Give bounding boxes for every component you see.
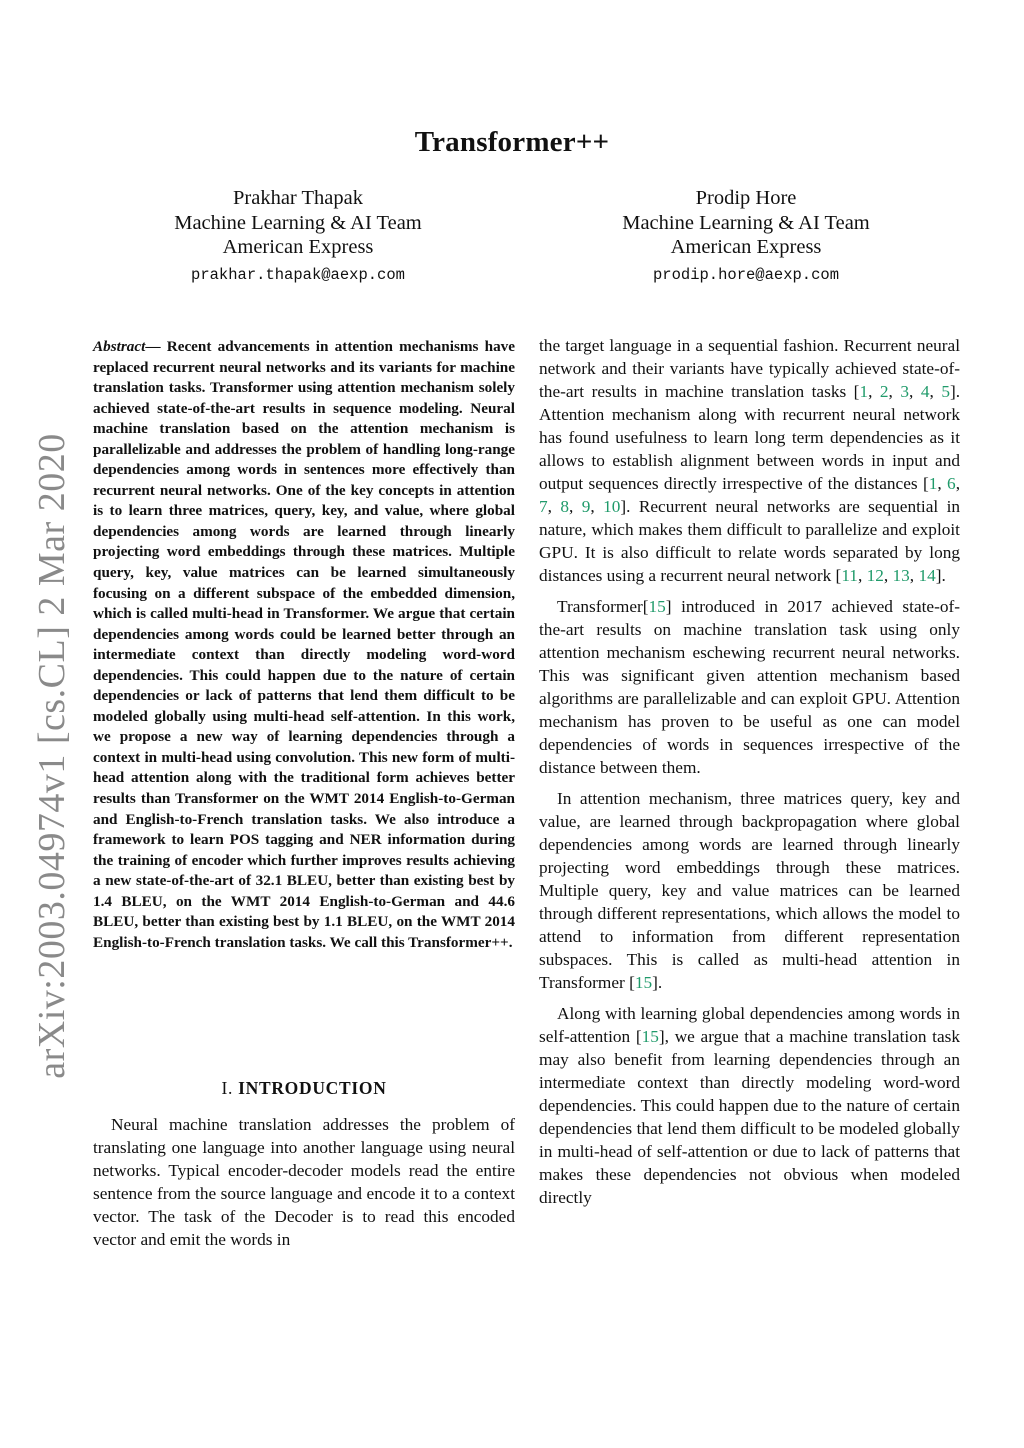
paper-title: Transformer++ [414, 126, 610, 158]
citation-link[interactable]: 4 [920, 382, 930, 401]
citation-link[interactable]: 5 [941, 382, 950, 401]
text-run: ] introduced in 2017 achieved state-of-the-art results on machine translation task using only attention mechanism eschewing recurrent neural networks. This was significant given attention mechanism based algorithms are parallelizable and can exploit GPU. Attention mechanism has proven to be useful as one can model dependencies of words in sequences irrespective of the distance between them. [539, 597, 960, 777]
citation-link[interactable]: 15 [641, 1027, 659, 1046]
text-run: Along with learning global dependencies among words in self-attention [ [539, 1004, 960, 1046]
citation-link[interactable]: 1 [859, 382, 869, 401]
author-email: prodip.hore@aexp.com [652, 265, 840, 284]
citation-link[interactable]: 10 [603, 497, 621, 516]
author-name: Prodip Hore [695, 187, 797, 209]
abstract-label: Abstract [93, 338, 146, 355]
author-block-1 [118, 186, 478, 287]
text-run: In attention mechanism, three matrices query, key and value, are learned through backpropagation where global dependencies among words are learned through linearly projecting word embeddings through these matrices. Multiple query, key and value matrices can be learned through different representations, which allows the model to attend to information from different representation subspaces. This is called as multi-head attention in Transformer [ [539, 789, 960, 992]
citation-link[interactable]: 2 [879, 382, 889, 401]
arxiv-identifier-text: arXiv:2003.04974v1 [cs.CL] 2 Mar 2020 [31, 433, 73, 1079]
intro-paragraph-4 [539, 787, 960, 994]
citation-link[interactable]: 13 [892, 566, 910, 585]
citation-link[interactable]: 7 [539, 497, 548, 516]
citation-link[interactable]: 1 [928, 474, 938, 493]
abstract [93, 337, 515, 953]
citation-link[interactable]: 12 [866, 566, 884, 585]
author-team: Machine Learning & AI Team [622, 211, 870, 234]
section-heading-introduction [93, 1078, 515, 1099]
text-run: ]. [935, 566, 946, 585]
author-organization: American Express [222, 236, 374, 258]
text-run: ]. [652, 973, 663, 992]
right-column-body [539, 334, 960, 1209]
citation-link[interactable]: 9 [581, 497, 591, 516]
citation-link[interactable]: 8 [560, 497, 569, 516]
citation-link[interactable]: 15 [634, 973, 653, 992]
section-title: INTRODUCTION [238, 1078, 387, 1098]
author-email: prakhar.thapak@aexp.com [191, 265, 405, 284]
author-team: Machine Learning & AI Team [174, 211, 422, 234]
abstract-text: Recent advancements in attention mechanisms have replaced recurrent neural networks and its variants for machine translation tasks. Transformer using attention mechanism solely achieved state-of-the-art results in sequence modeling. Neural machine translation based on the attention mechanism is parallelizable and addresses the problem of handling long-range dependencies among words in sentences more effectively than recurrent neural networks. One of the key concepts in attention is to learn three matrices, query, key, and value, where global dependencies among words are learned through linearly projecting word embeddings through these matrices. Multiple query, key, value matrices can be learned simultaneously focusing on a different subspace of the embedded dimension, which is called multi-head in Transformer. We argue that certain dependencies among words could be learned better through an intermediate context than directly modeling word-word dependencies. This could happen due to the nature of certain dependencies or lack of patterns that lend them difficult to be modeled globally using multi-head self-attention. In this work, we propose a new way of learning dependencies through a context in multi-head using convolution. This new form of multi-head attention along with the traditional form achieves better results than Transformer on the WMT 2014 English-to-German and English-to-French translation tasks. We also introduce a framework to learn POS tagging and NER information during the training of encoder which further improves results achieving a new state-of-the-art of 32.1 BLEU, better than existing best by 1.4 BLEU, on the WMT 2014 English-to-German and 44.6 BLEU, better than existing best by 1.1 BLEU, on the WMT 2014 English-to-French translation tasks. We call this Transformer++. [93, 338, 516, 951]
text-run: Transformer[ [557, 597, 649, 616]
author-block-2 [566, 186, 926, 287]
author-name: Prakhar Thapak [233, 187, 363, 209]
text-run: ]. Recurrent neural networks are sequential in nature, which makes them difficult to parallelize and exploit GPU. It is also difficult to relate words separated by long distances using a recurrent neural network [ [539, 497, 961, 585]
intro-paragraph-3 [539, 595, 960, 779]
author-organization: American Express [670, 236, 822, 258]
intro-paragraph-2: the target language in a sequential fashion. Recurrent neural network and their variants have typically achieved state-of-the-art results in machine translation tasks [1, 2, 3, 4, 5]. Attention mechanism along with recurrent neural network has found usefulness to learn long term dependencies as it allows to establish alignment between words in input and output sequences directly irrespective of the distances [1, 6, 7, 8, 9, 10]. Recurrent neural networks are sequential in nature, which makes them difficult to parallelize and exploit GPU. It is also difficult to relate words separated by long distances using a recurrent neural network [11, 12, 13, 14]. [539, 336, 961, 585]
citation-link[interactable]: 15 [648, 597, 666, 616]
abstract-dash: — [145, 338, 167, 355]
text-run: ]. Attention mechanism along with recurrent neural network has found usefulness to learn long term dependencies as it allows to establish alignment between words in input and output sequences directly irrespective of the distances [ [539, 382, 961, 493]
text-run: the target language in a sequential fashion. Recurrent neural network and their variants have typically achieved state-of-the-art results in machine translation tasks [ [539, 336, 960, 401]
left-column-body [93, 1113, 515, 1251]
citation-link[interactable]: 11 [841, 566, 858, 585]
citation-link[interactable]: 14 [918, 566, 936, 585]
citation-link[interactable]: 3 [900, 382, 910, 401]
text-run: ], we argue that a machine translation task may also benefit from learning dependencies through an intermediate context than directly modeling word-word dependencies. This could happen due to the nature of certain dependencies that lend them difficult to be modeled globally in multi-head of self-attention or due to lack of patterns that makes these dependencies not obvious when modeled directly [539, 1027, 961, 1207]
citation-link[interactable]: 6 [947, 474, 956, 493]
intro-paragraph-5 [539, 1002, 960, 1209]
intro-paragraph-1: Neural machine translation addresses the problem of translating one language into another language using neural networks. Typical encoder-decoder models read the entire sentence from the source language and encode it to a context vector. The task of the Decoder is to read this encoded vector and emit the words in [93, 1115, 515, 1249]
section-number: I. [221, 1078, 234, 1098]
